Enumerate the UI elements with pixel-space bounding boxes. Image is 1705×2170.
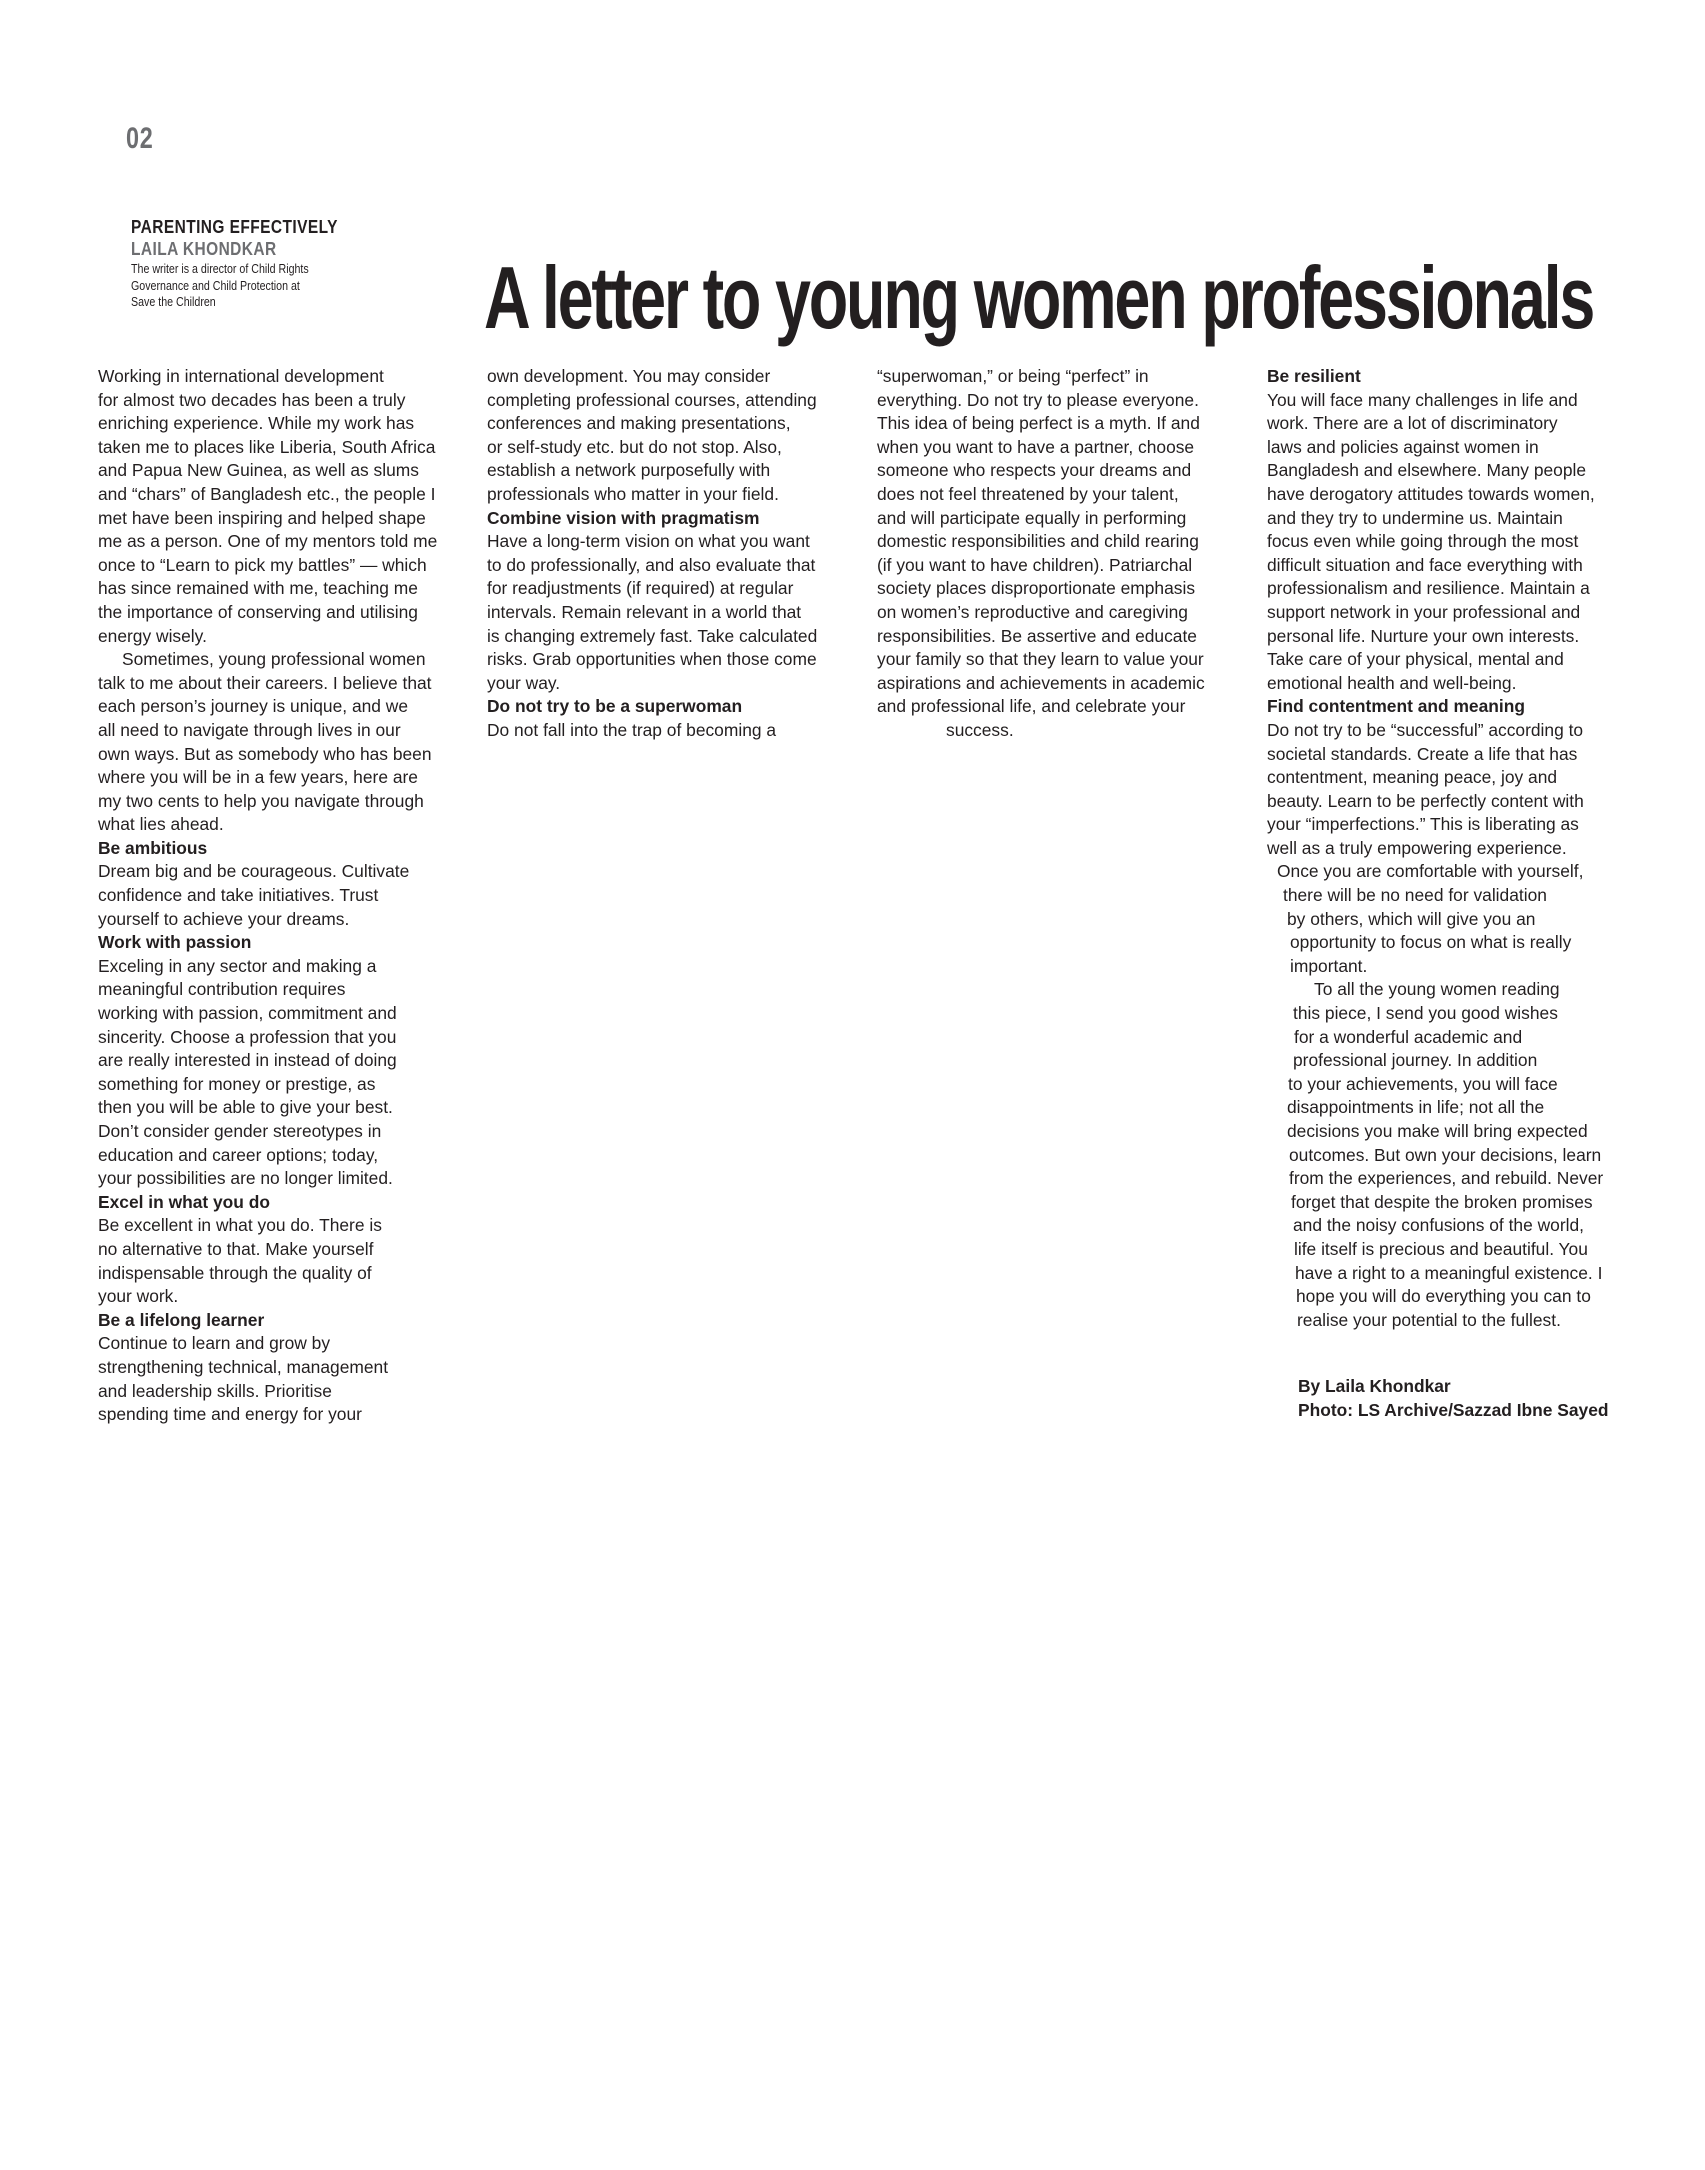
body-text-line: contentment, meaning peace, joy and [1267, 767, 1558, 788]
body-text-line: for almost two decades has been a truly [98, 389, 406, 410]
body-text-line: sincerity. Choose a profession that you [98, 1026, 397, 1047]
author-name: LAILA KHONDKAR [131, 239, 277, 259]
body-text-line: your possibilities are no longer limited. [98, 1168, 393, 1189]
body-text-line: realise your potential to the fullest. [1297, 1309, 1561, 1330]
body-text-line: professionalism and resilience. Maintain a [1267, 578, 1590, 599]
body-text-line: Continue to learn and grow by [98, 1333, 331, 1354]
body-text-line: where you will be in a few years, here are [98, 767, 418, 788]
body-text-line: to do professionally, and also evaluate that [487, 554, 816, 575]
body-text-line: each person’s journey is unique, and we [98, 696, 409, 717]
subheading: Work with passion [98, 932, 252, 953]
body-text-line: disappointments in life; not all the [1287, 1097, 1545, 1118]
author-credit: By Laila Khondkar [1298, 1376, 1451, 1396]
body-text-line: yourself to achieve your dreams. [98, 908, 350, 929]
body-text-line: professionals who matter in your field. [487, 483, 779, 504]
body-text-line: strengthening technical, management [98, 1356, 389, 1377]
body-text-line: Have a long-term vision on what you want [487, 531, 810, 552]
body-text-line: focus even while going through the most [1267, 531, 1579, 552]
author-bio-line: The writer is a director of Child Rights [131, 261, 309, 276]
subheading: Be ambitious [98, 837, 208, 858]
body-text-line: important. [1290, 955, 1368, 976]
body-text-line: hope you will do everything you can to [1296, 1286, 1591, 1307]
body-text-line: when you want to have a partner, choose [877, 436, 1195, 457]
body-text-line: establish a network purposefully with [487, 460, 771, 481]
body-text-line: there will be no need for validation [1283, 885, 1547, 906]
body-text-line: decisions you make will bring expected [1287, 1121, 1588, 1141]
page-number: 02 [126, 122, 154, 155]
body-text-line: everything. Do not try to please everyone. [877, 389, 1199, 410]
body-text-line: to your achievements, you will face [1288, 1073, 1558, 1094]
body-text-line: well as a truly empowering experience. [1267, 837, 1567, 858]
body-text-line: You will face many challenges in life and [1267, 389, 1578, 410]
body-text-line: work. There are a lot of discriminatory [1267, 413, 1558, 434]
body-text-line: energy wisely. [98, 625, 207, 646]
body-text-line: responsibilities. Be assertive and educate [877, 625, 1197, 646]
body-text-line: Take care of your physical, mental and [1267, 649, 1564, 670]
body-text-line: me as a person. One of my mentors told me [98, 531, 438, 552]
body-text-line: Sometimes, young professional women [122, 649, 426, 670]
article-column-2 [487, 365, 837, 743]
body-text-line: Dream big and be courageous. Cultivate [98, 861, 410, 882]
body-text-line: have derogatory attitudes towards women, [1267, 483, 1595, 504]
body-text-line: Be excellent in what you do. There is [98, 1215, 382, 1236]
subheading: Combine vision with pragmatism [487, 507, 760, 528]
body-text-line: working with passion, commitment and [98, 1003, 397, 1024]
body-text-line: for readjustments (if required) at regular [487, 578, 794, 599]
author-bio [131, 261, 320, 311]
photo-credit: Photo: LS Archive/Sazzad Ibne Sayed [1298, 1399, 1609, 1420]
body-text-line: conferences and making presentations, [487, 413, 791, 434]
body-text-line: taken me to places like Liberia, South Africa [98, 436, 436, 457]
body-text-line: To all the young women reading [1314, 979, 1560, 1000]
body-text-line: forget that despite the broken promises [1291, 1191, 1593, 1212]
body-text-line: from the experiences, and rebuild. Never [1289, 1168, 1604, 1189]
body-text-line: your work. [98, 1286, 179, 1307]
body-text-line: what lies ahead. [98, 814, 224, 835]
body-text-line: met have been inspiring and helped shape [98, 507, 426, 528]
body-text-line: “superwoman,” or being “perfect” in [877, 366, 1149, 386]
body-text-line: aspirations and achievements in academic [877, 672, 1205, 693]
article-column-4 [1267, 365, 1617, 1332]
author-bio-line: Governance and Child Protection at [131, 277, 300, 293]
body-text-line: difficult situation and face everything with [1267, 554, 1583, 575]
body-text-line: indispensable through the quality of [98, 1262, 372, 1283]
body-text-line: spending time and energy for your [98, 1404, 362, 1425]
body-text-line: education and career options; today, [98, 1144, 379, 1165]
body-text-line: once to “Learn to pick my battles” — which [98, 554, 427, 575]
body-text-line: own ways. But as somebody who has been [98, 743, 432, 764]
body-text-line: completing professional courses, attending [487, 389, 817, 410]
body-text-line: support network in your professional and [1267, 601, 1581, 622]
body-text-line: emotional health and well-being. [1267, 672, 1517, 693]
body-text-line: and will participate equally in performing [877, 507, 1187, 528]
subheading: Excel in what you do [98, 1191, 271, 1212]
credits [1298, 1375, 1609, 1422]
body-text-line: Do not fall into the trap of becoming a [487, 719, 777, 740]
body-text-line: your way. [487, 672, 561, 693]
body-text-line: for a wonderful academic and [1294, 1026, 1523, 1047]
body-text-line: this piece, I send you good wishes [1293, 1003, 1558, 1024]
subheading: Find contentment and meaning [1267, 696, 1525, 717]
body-text-line: personal life. Nurture your own interests. [1267, 625, 1580, 646]
body-text-line: something for money or prestige, as [98, 1073, 376, 1094]
body-text-line: and leadership skills. Prioritise [98, 1380, 332, 1401]
body-text-line: your family so that they learn to value your [877, 649, 1204, 670]
body-text-line: by others, which will give you an [1287, 908, 1536, 929]
body-text-line: life itself is precious and beautiful. You [1294, 1238, 1588, 1259]
body-text-line: Once you are comfortable with yourself, [1277, 861, 1584, 882]
body-text-line: Do not try to be “successful” according to [1267, 719, 1584, 740]
subheading: Be a lifelong learner [98, 1309, 265, 1330]
body-text-line: on women’s reproductive and caregiving [877, 601, 1188, 622]
body-text-line: meaningful contribution requires [98, 979, 346, 1000]
byline [131, 216, 381, 311]
body-text-line: have a right to a meaningful existence. I [1295, 1262, 1603, 1283]
article-column-3 [877, 365, 1227, 743]
body-text-line: Working in international development [98, 366, 384, 386]
body-text-line: societal standards. Create a life that has [1267, 743, 1578, 764]
body-text-line: domestic responsibilities and child rearing [877, 531, 1199, 552]
body-text-line: does not feel threatened by your talent, [877, 483, 1179, 504]
body-text-line: beauty. Learn to be perfectly content with [1267, 790, 1584, 811]
body-text-line: society places disproportionate emphasis [877, 578, 1196, 599]
body-text-line: talk to me about their careers. I believe that [98, 672, 432, 693]
body-text-line: intervals. Remain relevant in a world that [487, 601, 802, 622]
body-text-line: confidence and take initiatives. Trust [98, 885, 379, 906]
body-text-line: opportunity to focus on what is really [1290, 932, 1572, 953]
author-bio-line: Save the Children [131, 294, 216, 309]
body-text-line: Bangladesh and elsewhere. Many people [1267, 460, 1587, 481]
body-text-line: risks. Grab opportunities when those come [487, 649, 817, 670]
body-text-line: laws and policies against women in [1267, 436, 1539, 457]
body-text-line: success. [946, 719, 1014, 740]
body-text-line: someone who respects your dreams and [877, 460, 1192, 481]
body-text-line: your “imperfections.” This is liberating as [1267, 814, 1579, 835]
body-text-line: then you will be able to give your best. [98, 1097, 393, 1118]
body-text-line: enriching experience. While my work has [98, 413, 415, 434]
subheading: Do not try to be a superwoman [487, 696, 743, 717]
body-text-line: are really interested in instead of doing [98, 1050, 397, 1071]
body-text-line: and Papua New Guinea, as well as slums [98, 460, 419, 481]
body-text-line: and “chars” of Bangladesh etc., the people I [98, 483, 436, 504]
body-text-line: outcomes. But own your decisions, learn [1289, 1144, 1602, 1165]
body-text-line: Don’t consider gender stereotypes in [98, 1121, 382, 1141]
body-text-line: is changing extremely fast. Take calculated [487, 625, 818, 646]
body-text-line: and the noisy confusions of the world, [1293, 1215, 1584, 1236]
body-text-line: (if you want to have children). Patriarchal [877, 554, 1193, 575]
body-text-line: has since remained with me, teaching me [98, 578, 418, 599]
body-text-line: and they try to undermine us. Maintain [1267, 507, 1563, 528]
body-text-line: professional journey. In addition [1293, 1050, 1538, 1071]
body-text-line: the importance of conserving and utilising [98, 601, 418, 622]
body-text-line: This idea of being perfect is a myth. If and [877, 413, 1200, 434]
body-text-line: my two cents to help you navigate through [98, 790, 424, 811]
body-text-line: Exceling in any sector and making a [98, 955, 377, 976]
headline: A letter to young women professionals [484, 248, 1594, 347]
body-text-line: own development. You may consider [487, 366, 771, 386]
body-text-line: or self-study etc. but do not stop. Also, [487, 436, 782, 457]
body-text-line: no alternative to that. Make yourself [98, 1238, 374, 1259]
body-text-line: all need to navigate through lives in our [98, 719, 401, 740]
article-column-1 [98, 365, 448, 1427]
section-name: PARENTING EFFECTIVELY [131, 217, 338, 237]
body-text-line: and professional life, and celebrate your [877, 696, 1186, 717]
subheading: Be resilient [1267, 366, 1361, 386]
